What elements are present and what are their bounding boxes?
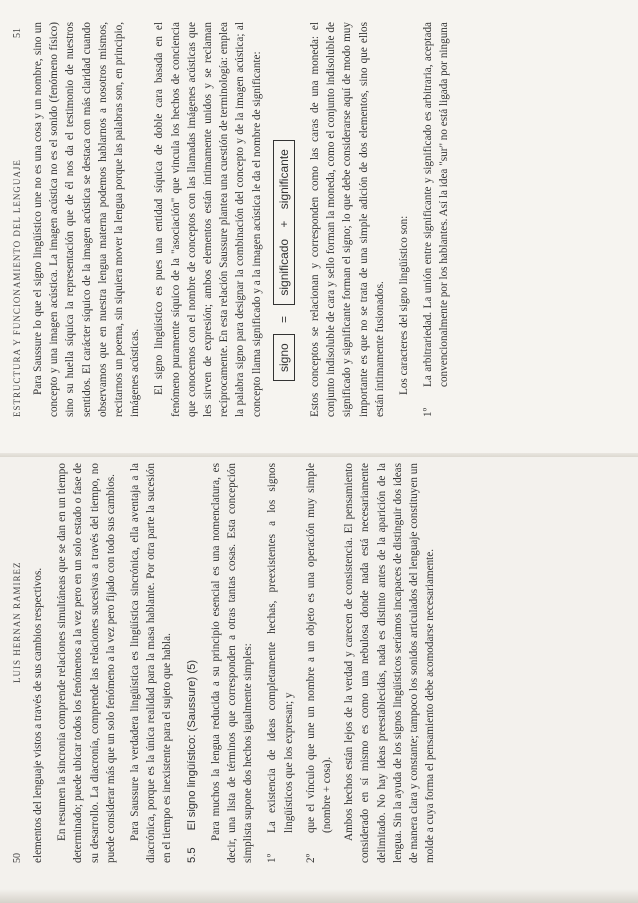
paragraph: Los caracteres del signo lingüístico son: [398, 215, 411, 395]
paragraph: Para muchos la lengua reducida a su principio esencial es una nomenclatura, es decir, una lista de términos que corresponden a otras tantas cosas. Esta concepción simplista supone dos hechos igualmente simples: [209, 463, 255, 863]
formula-term-significante: significante [276, 149, 291, 210]
paragraph: El signo lingüístico es pues una entidad síquica de doble cara basada en el fenómeno puramente síquico de la "asociación" que vincula los hechos de conciencia que conocemos con el nombre de conceptos con las llamadas imágenes acústicas que les sirven de expresión; ambos elementos están íntimamente unidos y se reclaman recíprocamente. En esta relación Saussure plantea una cuestión de terminología: emplea la palabra signo para designar la combinación del concepto y de la imagen acústica; al concepto llama significado y a la imagen acústica le da el nombre de significante: [153, 22, 263, 417]
list-item [303, 463, 335, 863]
paragraph: Para Saussure lo que el signo lingüístico une no es una cosa y un nombre, sino un concepto y una imagen acústica. La imagen acústica no es el sonido (fenómeno físico) sino su huella síquica la representación que de él nos da el testimonio de nuestros sentidos. El carácter síquico de la imagen acústica se destaca con más claridad cuando observamos que en nuestra lengua materna podemos hablarnos a nosotros mismos, recitarnos un poema, sin siquiera mover la lengua porque las palabras son, en principio, imágenes acústicas. [32, 22, 142, 417]
formula-term-significado: significado [276, 238, 291, 296]
list-item [264, 463, 296, 863]
list-marker: 1º [266, 853, 279, 863]
section-title: El signo lingüístico: (Saussure) (5) [185, 659, 198, 831]
formula-term-signo: signo [273, 334, 295, 381]
list-text: que el vínculo que une un nombre a un objeto es una operación muy simple (nombre + cosa). [304, 463, 334, 833]
list-marker: 2º [304, 853, 317, 863]
page-edge [0, 889, 638, 903]
left-page-body [30, 463, 446, 863]
running-head: LUIS HERNAN RAMIREZ [12, 561, 22, 683]
right-page-body [30, 22, 459, 417]
page-number: 50 [12, 853, 23, 863]
left-page [0, 453, 638, 903]
section-number: 5.5 [185, 847, 198, 863]
paragraph: Para Saussure la verdadera lingüística es lingüística sincrónica, ella aventaja a la diacrónica, porque es la única realidad para la masa hablante. Por otra parte la sucesión en el tiempo es inexistente para el sujeto que habla. [129, 463, 174, 863]
paragraph: Ambos hechos están lejos de la verdad y carecen de consistencia. El pensamiento considerado en sí mismo es como una nebulosa donde nada está necesariamente delimitado. No hay ideas preestablecidas, nada es distinto antes de la aparición de la lengua. Sin la ayuda de los signos lingüísticos seríamos incapaces de distinguir dos ideas de manera clara y constante; tampoco los sonidos articulados del lenguaje constituyen un molde a cuya forma el pensamiento debe acomodarse necesariamente. [343, 463, 437, 863]
sign-formula [273, 22, 295, 381]
paragraph: En resumen la sincronía comprende relaciones simultáneas que se dan en un tiempo determinado; puede ubicar todos los fenómenos a la vez pero en un solo estado o fase de su desarrollo. La diacronía, comprende las relaciones sucesivas a través del tiempo, no puede considerar más que un solo fenómeno a la vez pero fijado con todo sus cambios. [56, 463, 117, 863]
running-head: ESTRUCTURA Y FUNCIONAMIENTO DEL LENGUAJE [12, 159, 22, 417]
paragraph: elementos del lenguaje vistos a través de sus cambios respectivos. [32, 567, 44, 863]
list-marker: 1º [422, 407, 435, 417]
formula-plus: + [276, 220, 291, 228]
formula-components [273, 140, 295, 304]
page-number: 51 [12, 28, 23, 38]
formula-equals: = [276, 315, 291, 323]
list-item [420, 22, 452, 417]
section-heading [184, 463, 200, 863]
list-text: La existencia de ideas completamente hechas, preexistentes a los signos lingüísticos que los expresan; y [266, 463, 295, 833]
paragraph: Estos conceptos se relacionan y corresponden como las caras de una moneda: el conjunto indisoluble de cara y sello forman la moneda, como el conjunto indisoluble de significado y significante forman el signo; lo que debe considerarse aquí de modo muy importante es que no se trata de una simple adición de dos elementos, sino que ellos están íntimamente fusionados. [309, 22, 386, 417]
list-text: La arbitrariedad. La unión entre significante y significado es arbitraria, aceptada convencionalmente por los hablantes. Así la idea "sur" no está ligada por ninguna [422, 22, 451, 387]
